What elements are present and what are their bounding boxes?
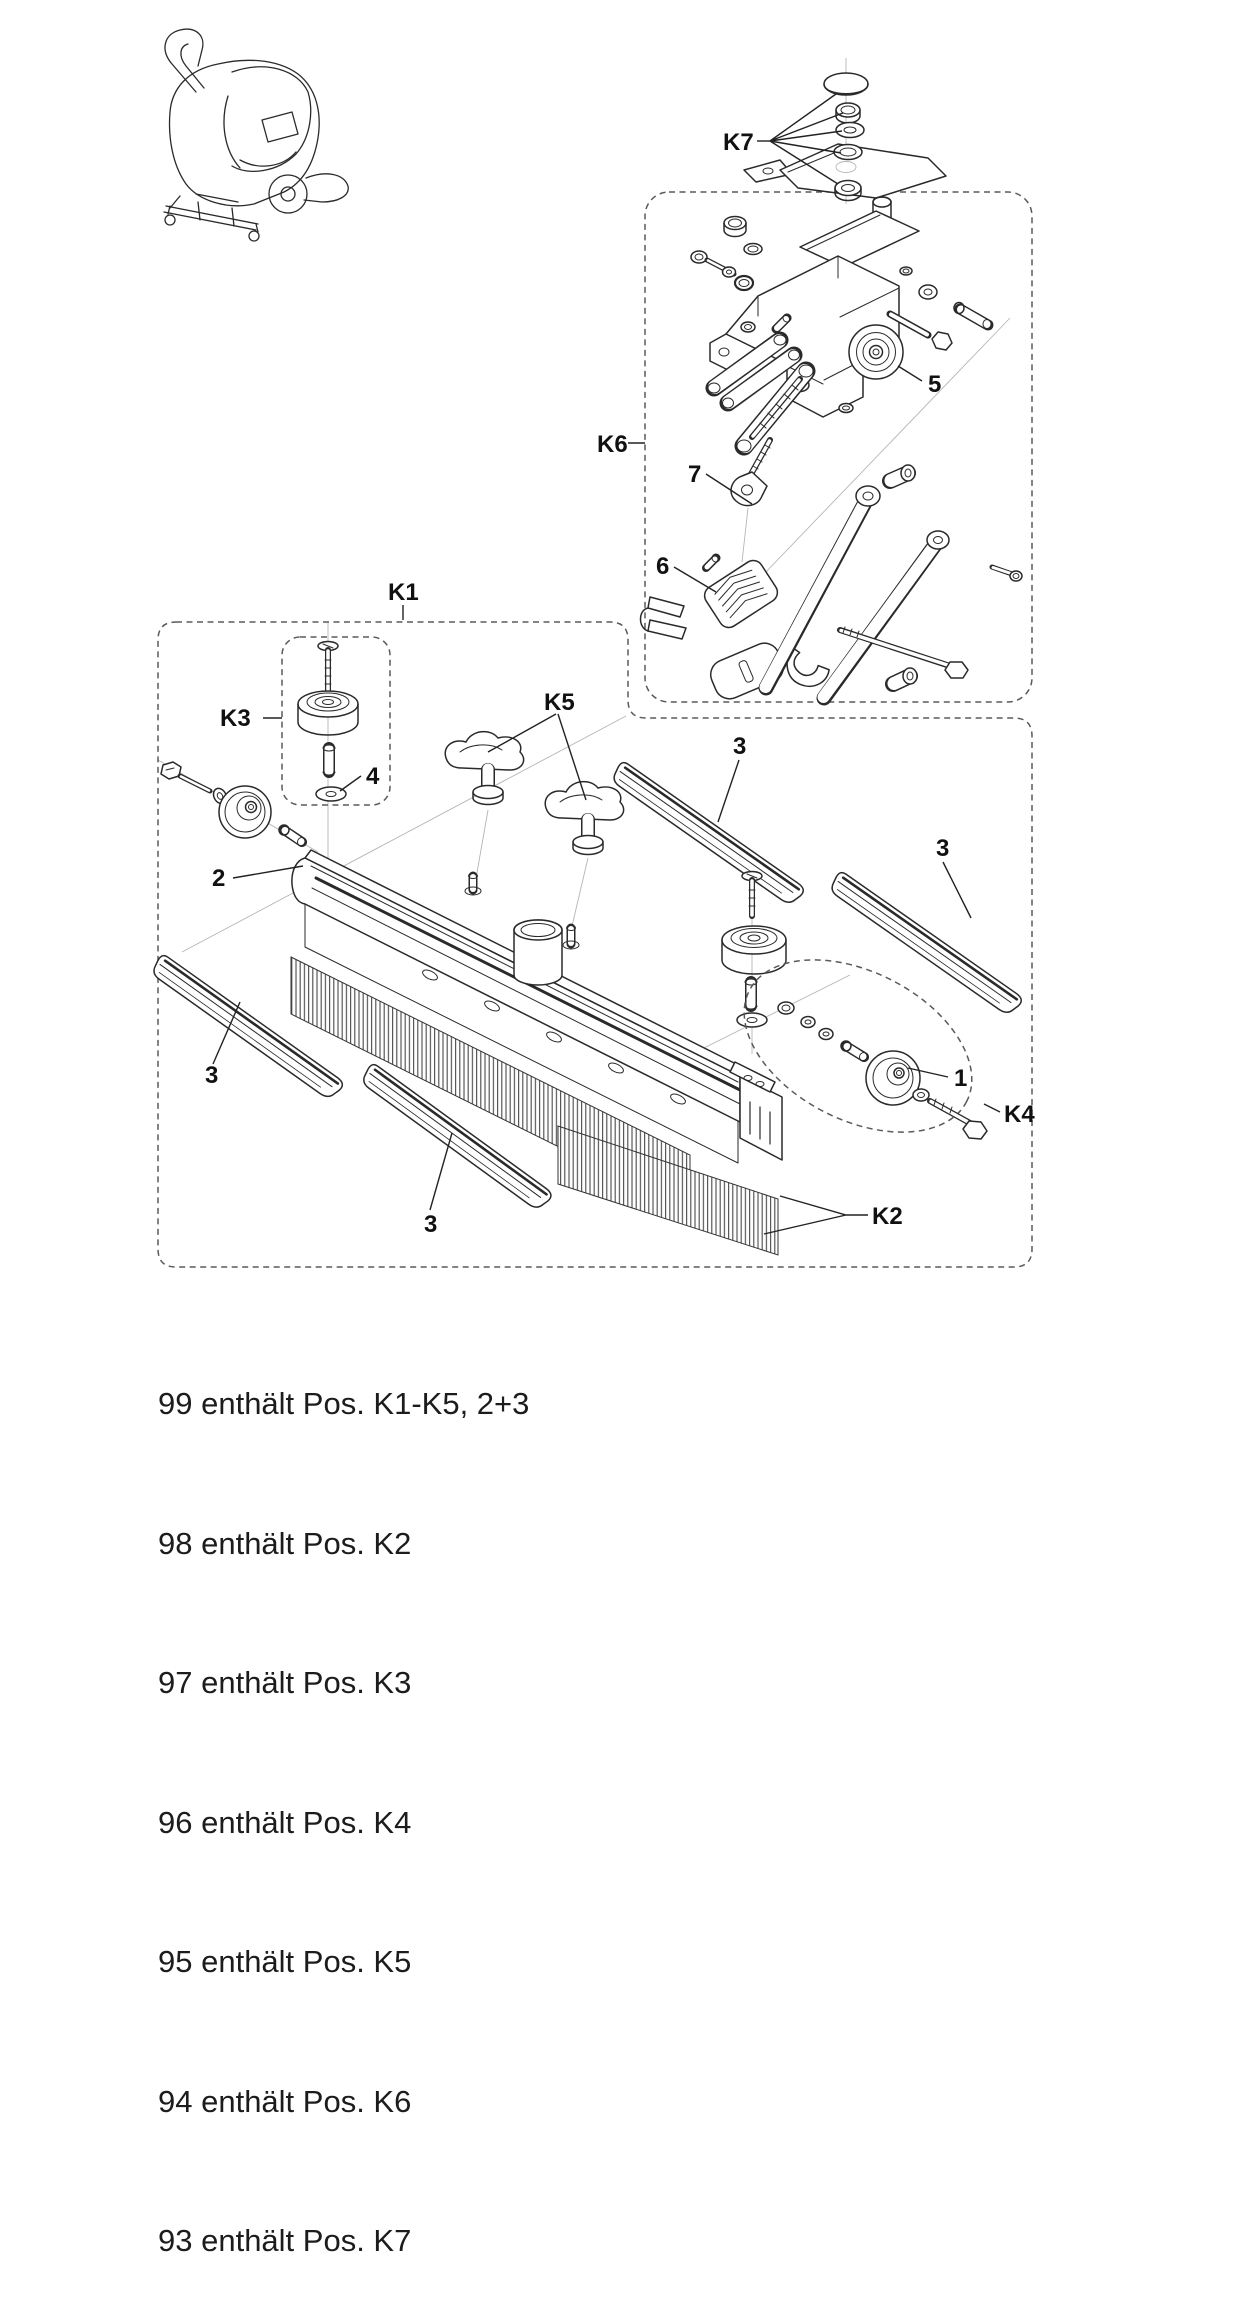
part-label-3d: 3 xyxy=(424,1211,438,1238)
legend-line-93: 93 enthält Pos. K7 xyxy=(158,2223,412,2258)
legend-line-99: 99 enthält Pos. K1-K5, 2+3 xyxy=(158,1386,530,1421)
part-label-3a: 3 xyxy=(733,733,747,760)
group-label-k1: K1 xyxy=(388,579,419,606)
group-label-k4: K4 xyxy=(1004,1101,1035,1128)
part-label-1: 1 xyxy=(954,1065,968,1092)
k7-fastener-stack xyxy=(744,73,946,201)
part-label-3b: 3 xyxy=(936,835,950,862)
group-label-k3: K3 xyxy=(220,705,251,732)
part-label-6: 6 xyxy=(656,553,670,580)
legend xyxy=(158,1288,529,2311)
machine-thumbnail xyxy=(164,29,348,241)
part-label-2: 2 xyxy=(212,865,226,892)
left-support-wheel xyxy=(161,762,307,847)
part-label-7: 7 xyxy=(688,461,702,488)
part-label-4: 4 xyxy=(366,763,380,790)
part-label-5: 5 xyxy=(928,371,942,398)
legend-line-97: 97 enthält Pos. K3 xyxy=(158,1665,412,1700)
group-label-k6: K6 xyxy=(597,431,628,458)
group-label-k7: K7 xyxy=(723,129,754,156)
legend-line-96: 96 enthält Pos. K4 xyxy=(158,1804,412,1840)
k6-bracket-assembly xyxy=(641,197,1023,703)
legend-line-94: 94 enthält Pos. K6 xyxy=(158,2083,412,2119)
legend-line-95: 95 enthält Pos. K5 xyxy=(158,1944,412,1979)
k5-star-knobs xyxy=(445,732,623,855)
legend-line-98: 98 enthält Pos. K2 xyxy=(158,1525,412,1561)
part-label-3c: 3 xyxy=(205,1062,219,1089)
group-label-k2: K2 xyxy=(872,1203,903,1230)
group-label-k5: K5 xyxy=(544,689,575,716)
